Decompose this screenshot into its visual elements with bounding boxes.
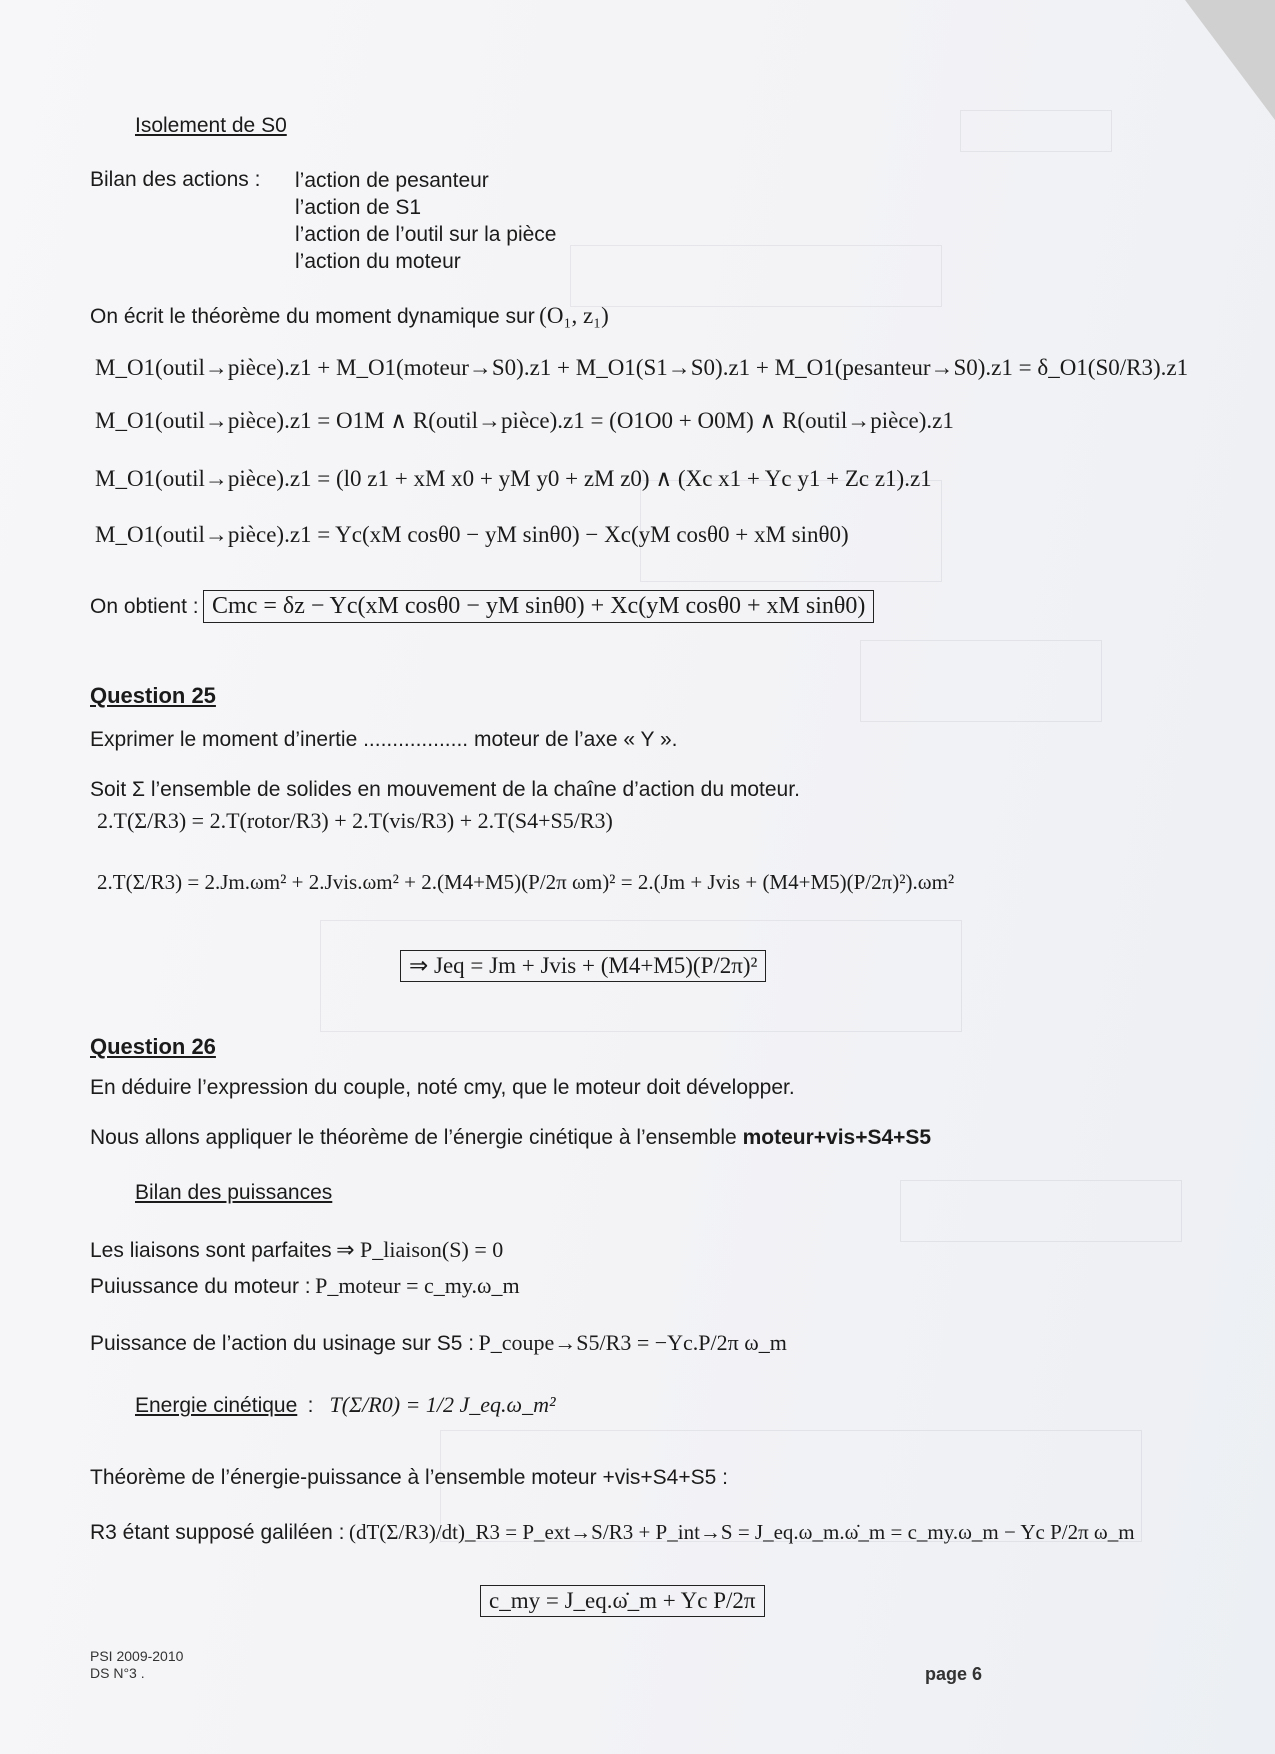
actions-list xyxy=(295,167,556,275)
energy-equation-1: 2.T(Σ/R3) = 2.T(rotor/R3) + 2.T(vis/R3) + 2.T(S4+S5/R3) xyxy=(97,808,613,833)
question-25-intro: Soit Σ l’ensemble de solides en mouvement de la chaîne d’action du moteur. xyxy=(90,778,800,801)
folded-corner xyxy=(1185,0,1275,120)
question-26-title: Question 26 xyxy=(90,1034,216,1059)
liaisons-line xyxy=(90,1237,503,1263)
footer-line-1: PSI 2009-2010 xyxy=(90,1648,184,1664)
showthrough-mark xyxy=(860,640,1102,722)
liaisons-label: Les liaisons sont parfaites xyxy=(90,1239,332,1262)
footer-course xyxy=(90,1648,183,1682)
page-number: page 6 xyxy=(925,1664,983,1684)
theoreme-intro: On écrit le théorème du moment dynamique sur xyxy=(90,305,535,328)
moteur-label: Puiussance du moteur : xyxy=(90,1275,311,1298)
galileen-line xyxy=(90,1520,1135,1545)
usinage-label: Puissance de l’action du usinage sur S5 : xyxy=(90,1332,475,1355)
obtient-label: On obtient : xyxy=(90,595,199,618)
theoreme-line xyxy=(90,303,609,329)
moment-equation-4: M_O1(outil→pièce).z1 = Yc(xM cosθ0 − yM sinθ0) − Xc(yM cosθ0 + xM sinθ0) xyxy=(95,522,849,547)
liaisons-eq: ⇒ P_liaison(S) = 0 xyxy=(336,1237,504,1262)
action-item: l’action de S1 xyxy=(295,196,422,219)
galileen-eq: (dT(Σ/R3)/dt)_R3 = P_ext→S/R3 + P_int→S = J_eq.ω_m.ω̇_m = c_my.ω_m − Yc P/2π ω_m xyxy=(348,1520,1135,1544)
usinage-eq: P_coupe→S5/R3 = −Yc.P/2π ω_m xyxy=(478,1330,787,1355)
question-26-intro xyxy=(90,1125,931,1150)
action-item: l’action du moteur xyxy=(295,250,461,273)
showthrough-mark xyxy=(960,110,1112,152)
result-line xyxy=(90,590,874,623)
moment-equation-1: M_O1(outil→pièce).z1 + M_O1(moteur→S0).z1 + M_O1(S1→S0).z1 + M_O1(pesanteur→S0).z1 = δ_O1(S0/R3).z1 xyxy=(95,355,1189,380)
cmy-result-box: c_my = J_eq.ω̇_m + Yc P/2π xyxy=(480,1585,765,1617)
footer-line-2: DS N°3 . xyxy=(90,1665,145,1681)
energy-equation-2: 2.T(Σ/R3) = 2.Jm.ωm² + 2.Jvis.ωm² + 2.(M4+M5)(P/2π ωm)² = 2.(Jm + Jvis + (M4+M5)(P/2π)²).ωm² xyxy=(97,870,955,894)
jeq-result-box: ⇒ Jeq = Jm + Jvis + (M4+M5)(P/2π)² xyxy=(400,950,766,982)
question-26-statement: En déduire l’expression du couple, noté cmy, que le moteur doit développer. xyxy=(90,1076,795,1099)
energie-eq: T(Σ/R0) = 1/2 J_eq.ω_m² xyxy=(329,1392,556,1417)
cmc-result-box: Cmc = δz − Yc(xM cosθ0 − yM sinθ0) + Xc(yM cosθ0 + xM sinθ0) xyxy=(203,590,874,623)
intro-text: Nous allons appliquer le théorème de l’énergie cinétique à l’ensemble xyxy=(90,1126,737,1149)
usinage-line xyxy=(90,1330,787,1356)
bilan-label: Bilan des actions : xyxy=(90,168,261,191)
theoreme-puissance-line: Théorème de l’énergie-puissance à l’ensemble moteur +vis+S4+S5 : xyxy=(90,1466,728,1489)
question-25-title: Question 25 xyxy=(90,683,216,708)
showthrough-mark xyxy=(570,245,942,307)
moment-equation-2: M_O1(outil→pièce).z1 = O1M ∧ R(outil→pièce).z1 = (O1O0 + O0M) ∧ R(outil→pièce).z1 xyxy=(95,408,954,433)
energie-line: Energie cinétique : T(Σ/R0) = 1/2 J_eq.ω_m² xyxy=(135,1392,556,1417)
bilan-puissances-heading: Bilan des puissances xyxy=(135,1181,333,1204)
moteur-eq: P_moteur = c_my.ω_m xyxy=(315,1273,520,1298)
action-item: l’action de l’outil sur la pièce xyxy=(295,223,557,246)
action-item: l’action de pesanteur xyxy=(295,169,489,192)
intro-bold: moteur+vis+S4+S5 xyxy=(742,1126,932,1149)
question-25-statement: Exprimer le moment d’inertie .................. moteur de l’axe « Y ». xyxy=(90,728,678,751)
energie-label: Energie cinétique xyxy=(135,1394,298,1417)
moteur-line xyxy=(90,1273,520,1299)
moment-equation-3: M_O1(outil→pièce).z1 = (l0 z1 + xM x0 + yM y0 + zM z0) ∧ (Xc x1 + Yc y1 + Zc z1).z1 xyxy=(95,466,932,491)
s0-heading: Isolement de S0 xyxy=(135,114,287,137)
showthrough-mark xyxy=(900,1180,1182,1242)
theoreme-axis: (O₁, z₁) xyxy=(539,303,609,328)
galileen-label: R3 étant supposé galiléen : xyxy=(90,1521,345,1544)
